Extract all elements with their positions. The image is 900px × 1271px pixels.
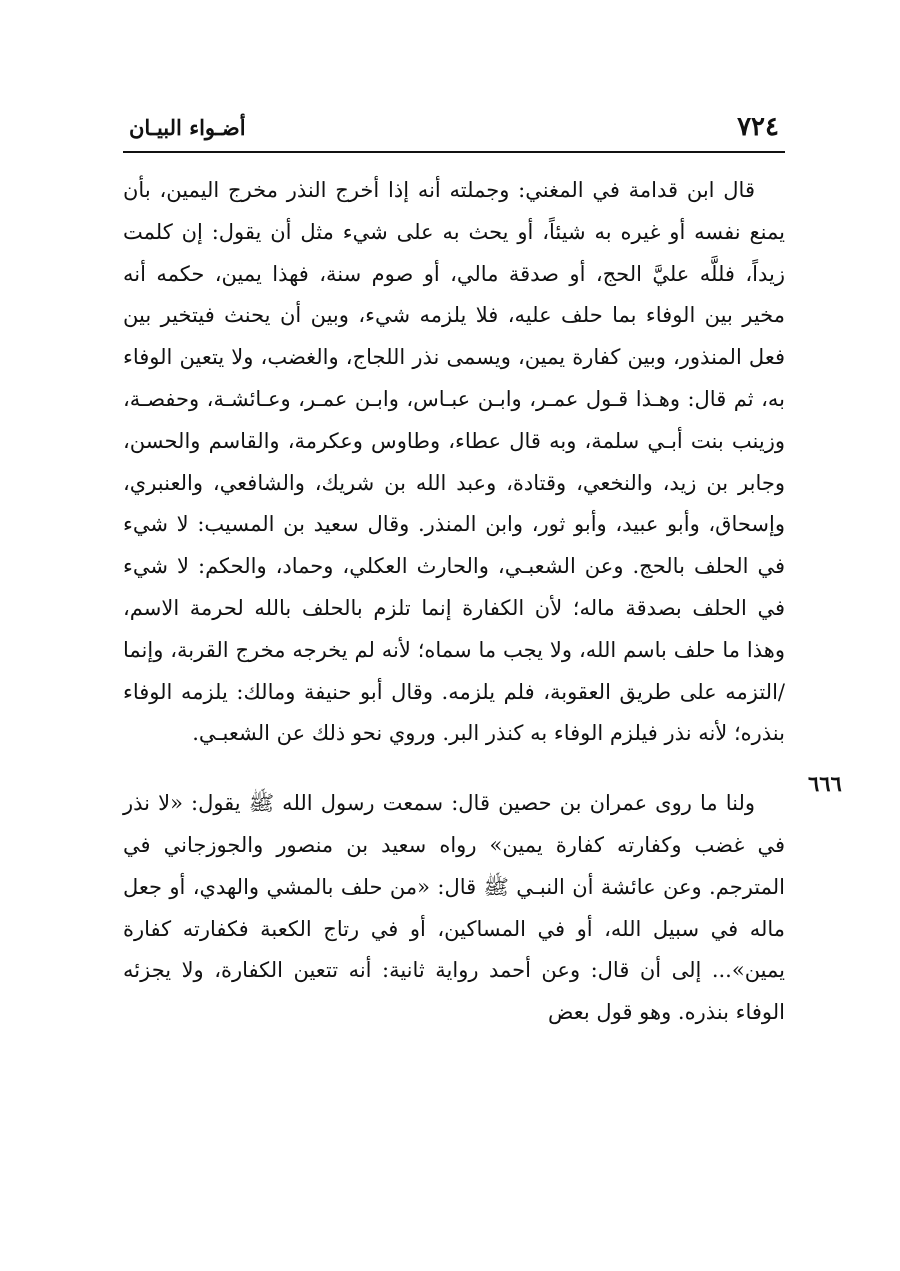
- page-header: [123, 108, 785, 150]
- page-number: ٧٢٤: [737, 112, 779, 142]
- book-title: أضـواء البيـان: [129, 115, 246, 140]
- paragraph-2: ولنا ما روى عمران بن حصين قال: سمعت رسول الله ﷺ يقول: «لا نذر في غضب وكفارته كفارة يمين» رواه سعيد بن منصور والجوزجاني في المترجم. وعن عائشة أن النبـي ﷺ قال: «من حلف بالمشي والهدي، أو جعل ماله في سبيل الله، أو في المساكين، أو في رتاج الكعبة فكفارته كفارة يمين»... إلى أن قال: وعن أحمد رواية ثانية: أنه تتعين الكفارة، ولا يجزئه الوفاء بنذره. وهو قول بعض: [123, 791, 785, 1025]
- paragraph-1: قال ابن قدامة في المغني: وجملته أنه إذا أخرج النذر مخرج اليمين، بأن يمنع نفسه أو غيره به شيئاً، أو يحث به على شيء مثل أن يقول: إن كلمت زيداً، فللَّه عليَّ الحج، أو صدقة مالي، أو صوم سنة، فهذا يمين، حكمه أنه مخير بين الوفاء بما حلف عليه، فلا يلزمه شيء، وبين أن يحنث فيتخير بين فعل المنذور، وبين كفارة يمين، ويسمى نذر اللجاج، والغضب، ولا يتعين الوفاء به، ثم قال: وهـذا قـول عمـر، وابـن عبـاس، وابـن عمـر، وعـائشـة، وحفصـة، وزينب بنت أبـي سلمة، وبه قال عطاء، وطاوس وعكرمة، والقاسم والحسن، وجابر بن زيد، والنخعي، وقتادة، وعبد الله بن شريك، والشافعي، والعنبري، وإسحاق، وأبو عبيد، وأبو ثور، وابن المنذر. وقال سعيد بن المسيب: لا شيء في الحلف بالحج. وعن الشعبـي، والحارث العكلي، وحماد، والحكم: لا شيء في الحلف بصدقة ماله؛ لأن الكفارة إنما تلزم بالحلف بالله لحرمة الاسم، وهذا ما حلف باسم الله، ولا يجب ما سماه؛ لأنه لم يخرجه مخرج القربة، وإنما /التزمه على طريق العقوبة، فلم يلزمه. وقال أبو حنيفة ومالك: يلزمه الوفاء بنذره؛ لأنه نذر فيلزم الوفاء به كنذر البر. وروي نحو ذلك عن الشعبـي.: [123, 178, 785, 746]
- margin-page-reference: ٦٦٦: [808, 771, 842, 796]
- main-text: [123, 170, 785, 1034]
- header-divider: [123, 151, 785, 153]
